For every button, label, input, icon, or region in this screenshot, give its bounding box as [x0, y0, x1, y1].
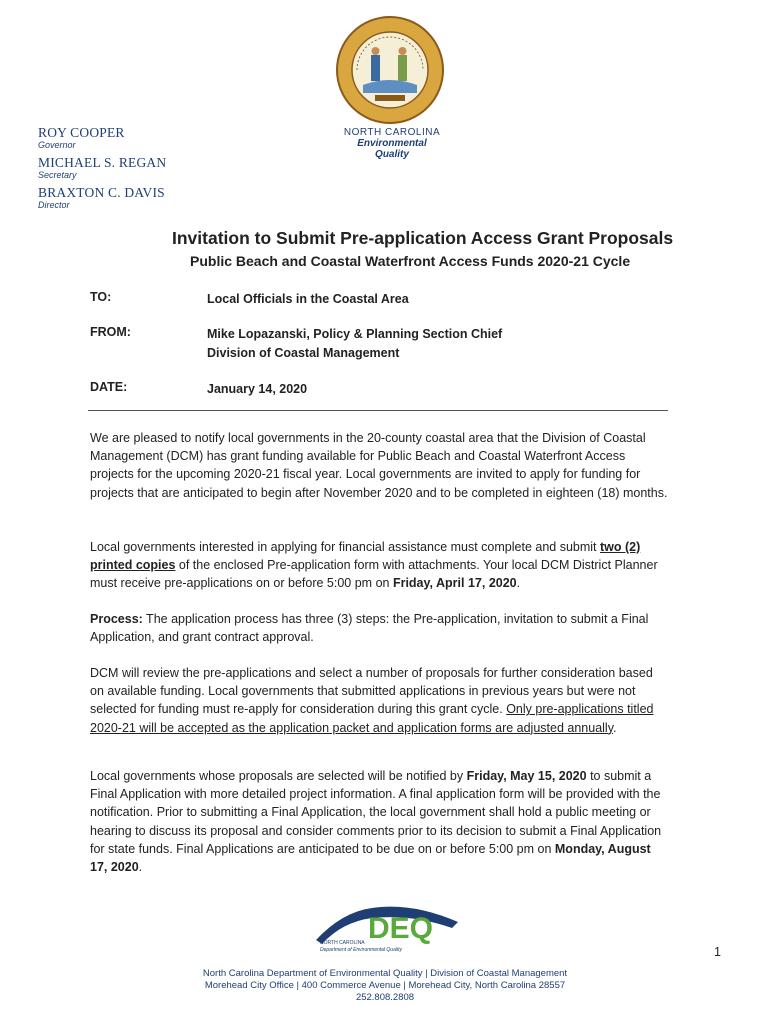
- para2-text-a: Local governments interested in applying for financial assistance must complete and submit: [90, 540, 600, 554]
- para2-end: .: [516, 576, 521, 591]
- memo-to-value: Local Officials in the Coastal Area: [207, 292, 409, 306]
- state-seal-icon: [335, 15, 445, 125]
- memo-from-line2: Division of Coastal Management: [207, 346, 400, 360]
- footer-line2: Morehead City Office | 400 Commerce Avenue | Morehead City, North Carolina 28557: [204, 980, 566, 991]
- paragraph-intro: [90, 429, 670, 502]
- footer-address: [0, 968, 770, 1004]
- para4-notice: Only pre-applications titled 2020-21 will be accepted as the application packet and application forms are adjusted annually: [90, 702, 654, 735]
- para4-end: .: [613, 720, 617, 735]
- paragraph-process: [90, 610, 670, 646]
- memo-date-label: DATE:: [90, 380, 128, 394]
- agency-line1: NORTH CAROLINA: [343, 127, 441, 138]
- official-role: Director: [38, 200, 70, 210]
- agency-name: [340, 127, 444, 160]
- para4-text-a: DCM will review the pre-applications and select a number of proposals for further consideration based on available funding. Local governments that submitted applications in previous years but were not selected for funding must re-apply for consideration during this grant cycle.: [90, 666, 653, 717]
- official-role: Governor: [38, 140, 76, 150]
- official-name: MICHAEL S. REGAN: [38, 155, 167, 170]
- memo-from-line1: Mike Lopazanski, Policy & Planning Section Chief: [207, 327, 503, 341]
- page-number: 1: [714, 945, 721, 959]
- deq-logo-sub2: Department of Environmental Quality: [320, 947, 402, 953]
- official-role: Secretary: [38, 170, 77, 180]
- memo-to-label: TO:: [90, 290, 112, 304]
- official-name: BRAXTON C. DAVIS: [38, 185, 165, 200]
- officials-list: [38, 125, 166, 215]
- document-subtitle: Public Beach and Coastal Waterfront Access Funds 2020-21 Cycle: [190, 253, 631, 269]
- para5-end: .: [138, 860, 143, 875]
- document-title: Invitation to Submit Pre-application Access Grant Proposals: [172, 228, 674, 248]
- para2-copies: two (2) printed copies: [90, 540, 641, 573]
- official-name: ROY COOPER: [38, 125, 125, 140]
- para2-text-b: of the enclosed Pre-application form with attachments. Your local DCM District Planner must receive pre-applications on or before 5:00 pm on: [90, 558, 658, 591]
- footer-line1: North Carolina Department of Environmental Quality | Division of Coastal Management: [202, 968, 568, 979]
- deq-logo-text: DEQ: [368, 912, 434, 945]
- memo-date-value: January 14, 2020: [207, 382, 308, 396]
- para5-text-b: to submit a Final Application with more detailed project information. A final application form will be provided with the notification. Prior to submitting a Final Application, the local government shall hold a public meeting or hearing to discuss its proposal and consider comments prior to its decision to submit a Final Application for state funds. Final Applications are anticipated to be due on or before 5:00 pm on: [90, 769, 662, 856]
- para5-due-date: Monday, August 17, 2020: [90, 841, 651, 875]
- deq-logo-sub1: NORTH CAROLINA: [320, 940, 365, 946]
- memo-from-label: FROM:: [90, 325, 131, 339]
- paragraph-intro-text: We are pleased to notify local governments in the 20-county coastal area that the Division of Coastal Management (DCM) has grant funding available for Public Beach and Coastal Waterfront Access projects for the upcoming 2020-21 fiscal year. Local governments are invited to apply for funding for projects that are anticipated to begin after November 2020 and to be completed in eighteen (18) months.: [90, 431, 668, 500]
- para5-notify-date: Friday, May 15, 2020: [466, 769, 587, 783]
- memo-divider: [88, 410, 668, 411]
- paragraph-submission: [90, 538, 670, 593]
- deq-logo-icon: [312, 900, 462, 960]
- memo-from-value: [207, 325, 627, 363]
- paragraph-final-application: [90, 767, 670, 876]
- process-text: The application process has three (3) steps: the Pre-application, invitation to submit a Final Application, and grant contract approval.: [90, 612, 649, 645]
- para2-deadline: Friday, April 17, 2020: [392, 576, 517, 591]
- paragraph-review: [90, 664, 670, 737]
- footer-line3: 252.808.2808: [355, 992, 415, 1003]
- agency-line2: Environmental Quality: [357, 138, 427, 160]
- process-label: Process:: [90, 612, 143, 626]
- para5-text-a: Local governments whose proposals are selected will be notified by: [90, 769, 467, 783]
